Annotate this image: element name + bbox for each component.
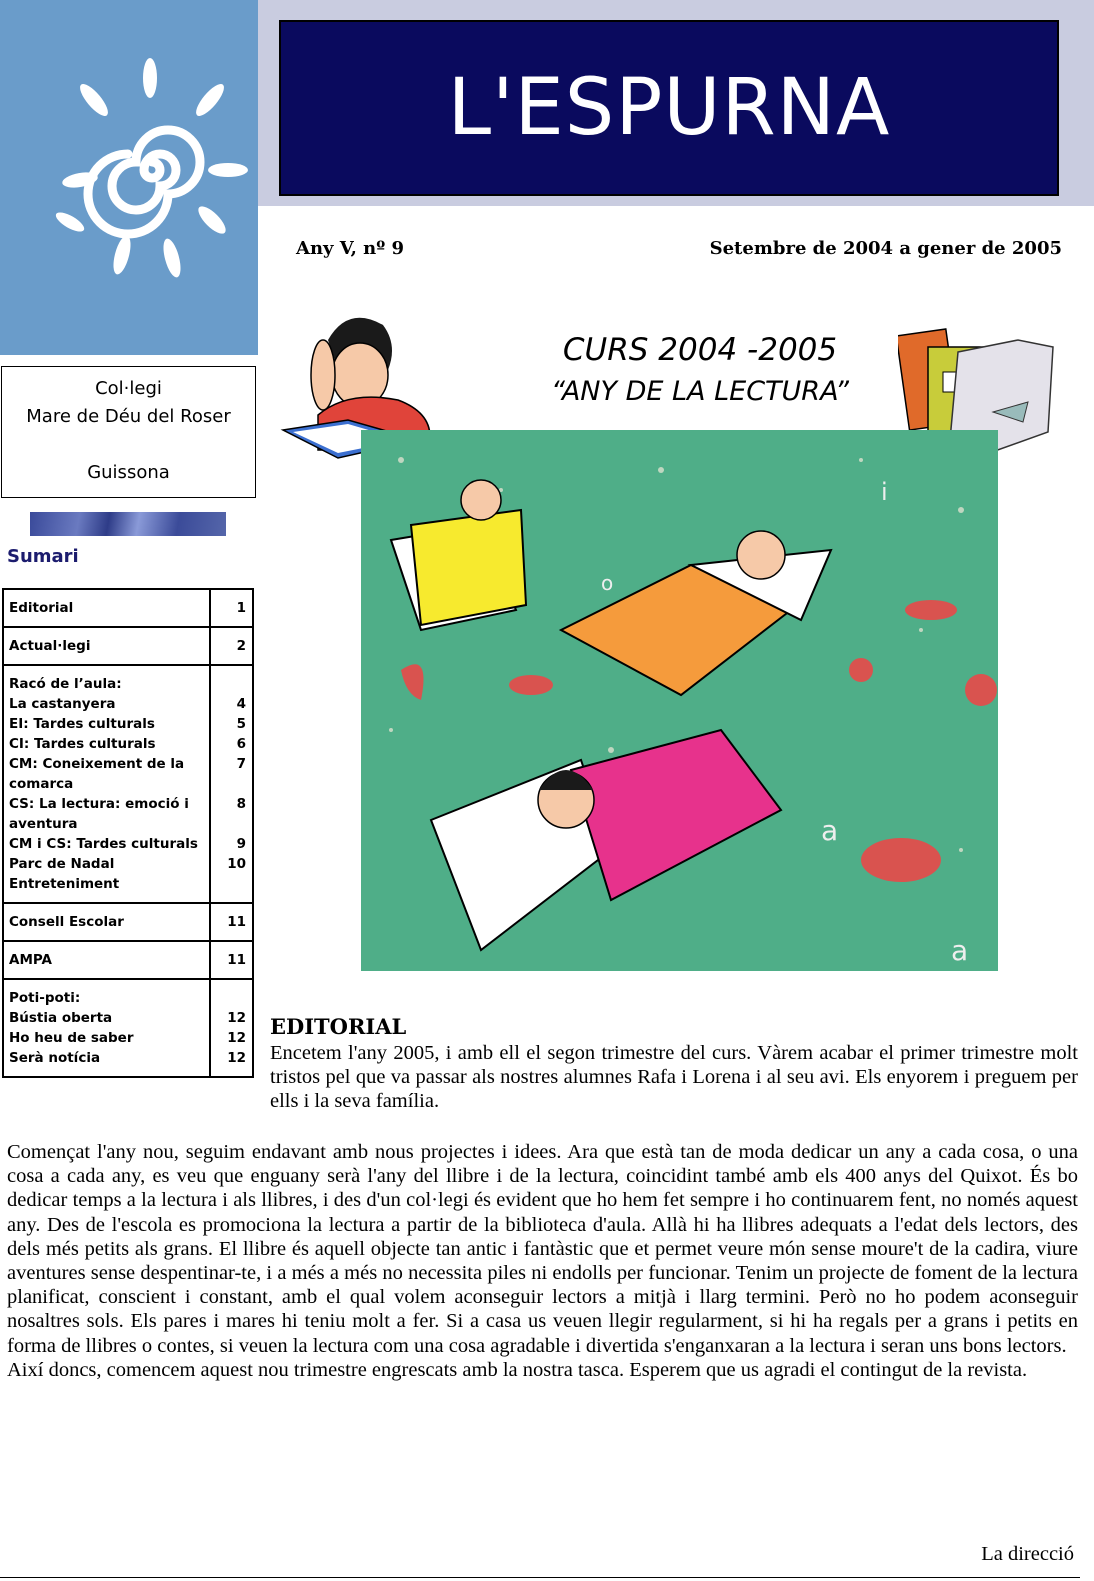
toc-row bbox=[3, 627, 253, 665]
sun-icon bbox=[0, 0, 258, 355]
toc-entry: Editorial bbox=[3, 589, 210, 627]
toc-entry: AMPA bbox=[3, 941, 210, 979]
toc-row bbox=[3, 941, 253, 979]
editorial-paragraph-2: Així doncs, comencem aquest nou trimestre engrescats amb la nostra tasca. Esperem que us agradi el contingut de la revista. bbox=[7, 1358, 1028, 1381]
toc-row bbox=[3, 903, 253, 941]
svg-text:o: o bbox=[601, 571, 614, 595]
editorial-heading: EDITORIAL bbox=[270, 1014, 407, 1039]
toc-page: 2 bbox=[210, 627, 253, 665]
reading-illustration bbox=[361, 430, 998, 971]
svg-text:a: a bbox=[821, 814, 839, 847]
flying-books-icon bbox=[361, 430, 998, 971]
toc-page: 11 bbox=[210, 941, 253, 979]
toc-row bbox=[3, 589, 253, 627]
toc-row bbox=[3, 979, 253, 1077]
editorial-body bbox=[7, 1140, 1078, 1382]
toc-page: 11 bbox=[210, 903, 253, 941]
school-box bbox=[1, 366, 256, 498]
toc-page: 1 bbox=[210, 589, 253, 627]
school-line-1: Col·legi bbox=[95, 378, 162, 399]
editorial-paragraph-1: Començat l'any nou, seguim endavant amb nous projectes i idees. Ara que està tan de moda dedicar un any a cada cosa, o una cosa a cada any, es veu que enguany serà l'any del llibre i de la lectura, coincidint també amb els 400 anys del Quixot. És bo dedicar temps a la lectura i als llibres, i des d'un col·legi és evident que ho hem fet sempre i ho continuarem fent, no només aquest any. Des de l'escola es promociona la lectura a partir de la biblioteca d'aula. Allà hi ha llibres adequats a l'edat dels lectors, des dels més petits als grans. El llibre és aquell objecte tan antic i fantàstic que et permet veure món sense moure't de la cadira, viure aventures sense despentinar-te, i a més a més no necessita piles ni endolls per funcionar. Tenim un projecte de foment de la lectura planificat, conscient i constant, amb el qual volem aconseguir lectors a mitjà i llarg termini. Però no ho podem aconseguir nosaltres sols. Els pares i mares hi teniu molt a fer. Si a casa us veuen llegir regularment, si hi ha regals per a grans i petits en forma de llibres o contes, si veuen la lectura com una cosa agradable i divertida s'enganxaran a la lectura i seran uns bons lectors. bbox=[7, 1141, 1078, 1357]
toc-entry: Consell Escolar bbox=[3, 903, 210, 941]
sumari-title: Sumari bbox=[7, 546, 79, 567]
sun-logo-panel bbox=[0, 0, 258, 355]
toc-page: 12 12 12 bbox=[210, 979, 253, 1077]
editorial-intro: Encetem l'any 2005, i amb ell el segon trimestre del curs. Vàrem acabar el primer trimestre molt tristos pel que va passar als nostres alumnes Rafa i Lorena i al seu avi. Els enyorem i preguem per ells i la seva família. bbox=[270, 1042, 1078, 1113]
masthead-title: L'ESPURNA bbox=[447, 63, 891, 153]
issue-period: Setembre de 2004 a gener de 2005 bbox=[709, 238, 1062, 259]
svg-text:i: i bbox=[881, 478, 888, 506]
toc-row bbox=[3, 665, 253, 903]
school-line-2: Mare de Déu del Roser bbox=[26, 406, 231, 427]
issue-number: Any V, nº 9 bbox=[296, 238, 405, 259]
svg-text:a: a bbox=[951, 934, 969, 967]
toc-entry: Poti-poti: Bústia oberta Ho heu de saber Serà notícia bbox=[3, 979, 210, 1077]
bottom-rule bbox=[0, 1577, 1080, 1578]
school-line-3: Guissona bbox=[87, 462, 170, 483]
decorative-strip bbox=[30, 512, 226, 536]
toc-page: 4 5 6 7 8 9 10 bbox=[210, 665, 253, 903]
sumari-table bbox=[2, 588, 254, 1078]
feature-subtitle: “ANY DE LA LECTURA” bbox=[551, 376, 849, 407]
feature-title: CURS 2004 -2005 bbox=[562, 332, 838, 368]
editorial-signature: La direcció bbox=[981, 1543, 1074, 1565]
toc-entry: Racó de l’aula: La castanyera EI: Tardes culturals CI: Tardes culturals CM: Coneixement de la comarca CS: La lectura: emoció i aventura CM i CS: Tardes culturals Parc de Nadal Entreteniment bbox=[3, 665, 210, 903]
toc-entry: Actual·legi bbox=[3, 627, 210, 665]
